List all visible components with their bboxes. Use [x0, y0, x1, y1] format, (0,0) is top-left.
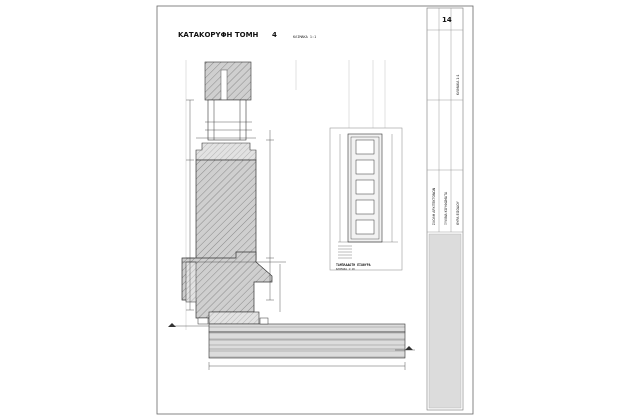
upper-frame-label-strip [221, 70, 227, 100]
inset-scale-label: ΚΛΙΜΑΚΑ 1:10 [336, 268, 355, 271]
rail-profile [196, 143, 256, 160]
title-block-shaded-area [429, 234, 461, 408]
inset-elevation [330, 128, 402, 271]
sheet-number: 14 [442, 16, 452, 24]
inset-panels [356, 140, 374, 234]
title-block-row-1: ΣΧΟΛΗ ΑΡΧΙΤΕΚΤΟΝΩΝ [432, 187, 436, 225]
door-panel-hatch [196, 160, 256, 260]
title-block-row-4: ΚΛΙΜΑΚΑ 1:1 [456, 74, 460, 95]
drawing-title-text: ΚΑΤΑΚΟΡΥΦΗ ΤΟΜΗ [178, 31, 259, 39]
drawing-scale-label: ΚΛΙΜΑΚΑ 1:1 [293, 35, 317, 39]
threshold-piece [209, 312, 259, 324]
drawing-number: 4 [272, 31, 277, 39]
upper-frame-hatch [205, 62, 251, 100]
floor-slab [209, 324, 405, 332]
title-block-row-2: ΞΥΛΙΝΑ ΚΟΥΦΩΜΑΤΑ [444, 191, 448, 225]
inset-title: ΤΑΜΠΛΑΔΩΤΗ ΕΞΩΘΥΡΑ [336, 263, 371, 267]
floor-base [209, 332, 405, 358]
title-block-row-3: ΘΥΡΑ ΕΙΣΟΔΟΥ [456, 201, 460, 225]
title-block [427, 8, 463, 410]
